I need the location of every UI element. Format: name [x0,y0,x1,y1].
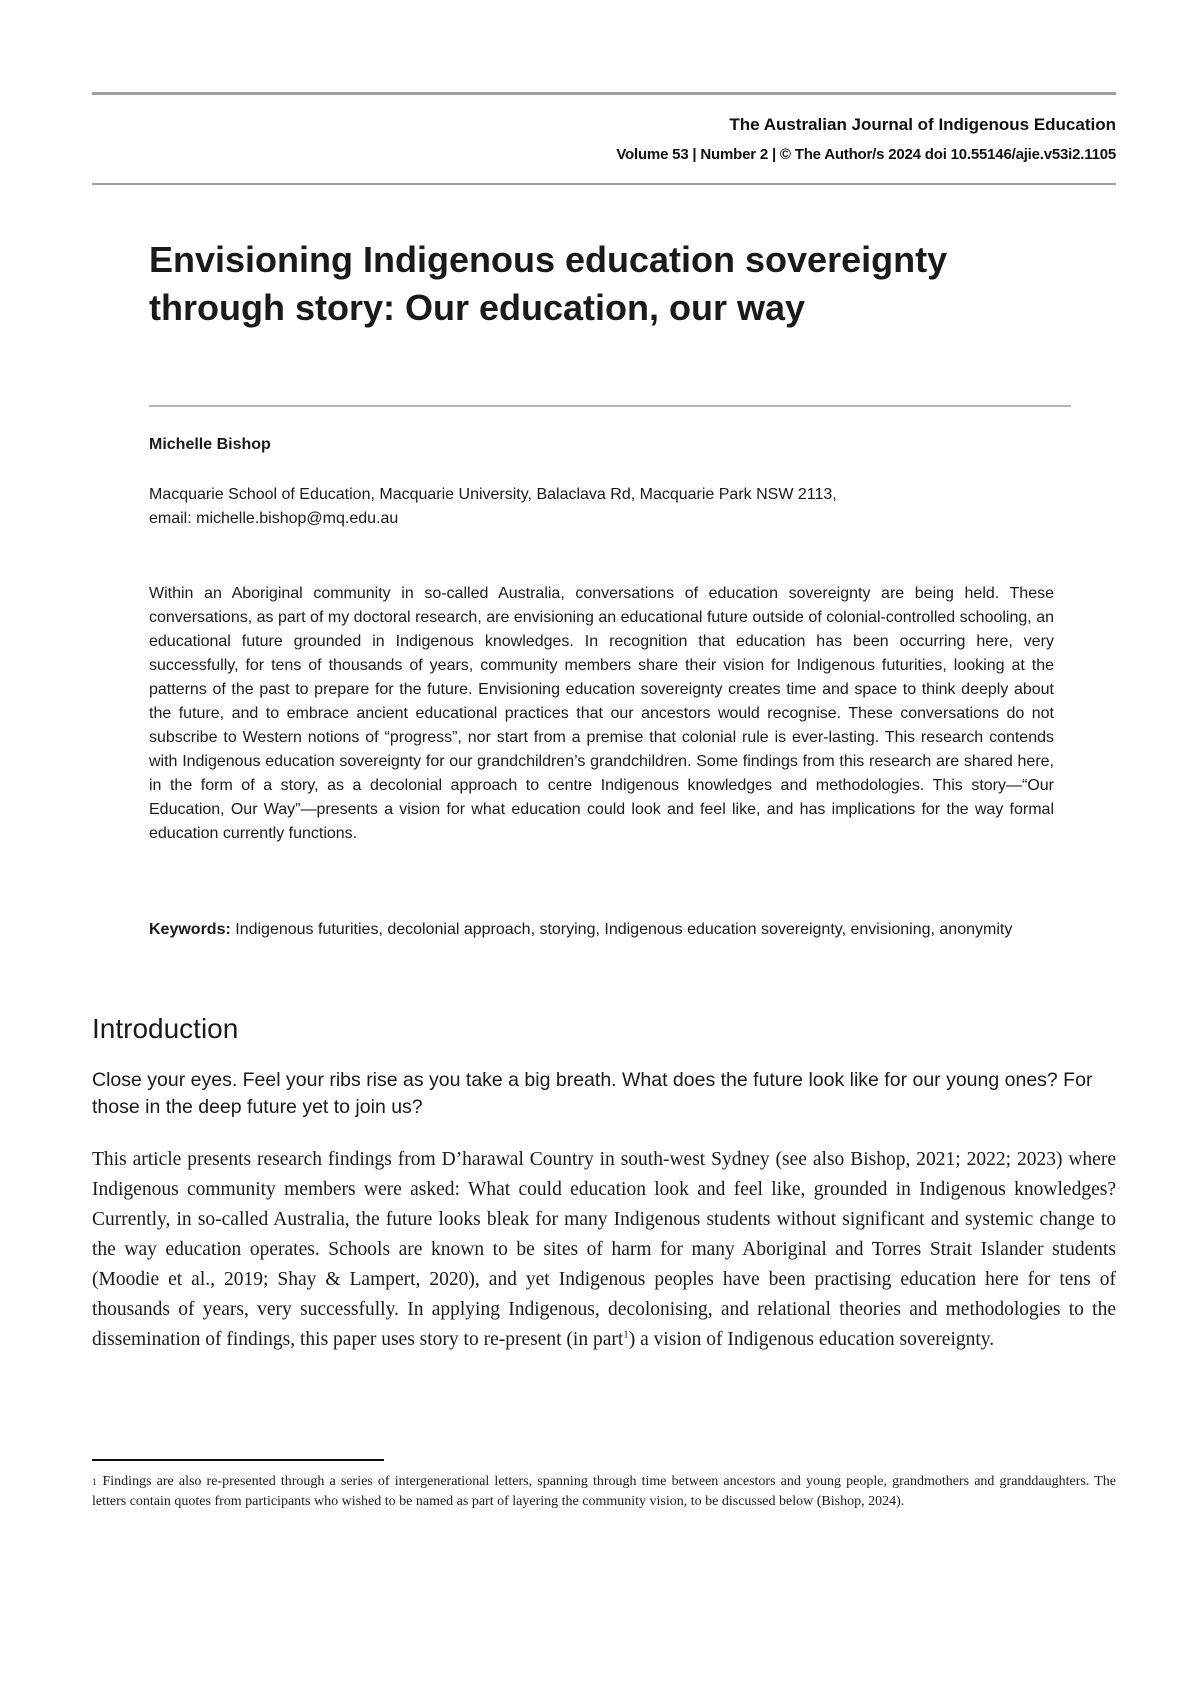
article-title: Envisioning Indigenous education sovereignty through story: Our education, our way [149,239,948,328]
journal-volume-doi: Volume 53 | Number 2 | © The Author/s 2024 doi 10.55146/ajie.v53i2.1105 [616,146,1116,163]
author-name: Michelle Bishop [149,436,271,453]
footnote-mark: 1 [92,1477,97,1487]
introduction-paragraph [92,1145,1116,1355]
author-affiliation [149,483,1079,531]
introduction-lead: Close your eyes. Feel your ribs rise as you take a big breath. What does the future look like for our young ones? For those in the deep future yet to join us? [92,1069,1093,1118]
header-top-rule [92,92,1116,95]
journal-name: The Australian Journal of Indigenous Education [729,115,1116,134]
journal-header [616,110,1116,170]
footnote-text: Findings are also re-presented through a series of intergenerational letters, spanning through time between ancestors and young people, grandmothers and granddaughters. The letters contain quotes from participants who wished to be named as part of layering the community vision, to be discussed below (Bishop, 2024). [92,1474,1116,1509]
paragraph-text: This article presents research findings from D’harawal Country in south-west Sydney (see also Bishop, 2021; 2022; 2023) where Indigenous community members were asked: What could education look and feel like, grounded in Indigenous knowledges? Currently, in so-called Australia, the future looks bleak for many Indigenous students without significant and systemic change to the way education operates. Schools are known to be sites of harm for many Aboriginal and Torres Strait Islander students (Moodie et al., 2019; Shay & Lampert, 2020), and yet Indigenous peoples have been practising education here for tens of thousands of years, very successfully. In applying Indigenous, decolonising, and relational theories and methodologies to the dissemination of findings, this paper uses story to re-present (in part [92,1149,1116,1350]
footnote [92,1472,1116,1512]
paragraph-text-end: ) a vision of Indigenous education sovereignty. [628,1329,995,1350]
abstract: Within an Aboriginal community in so-called Australia, conversations of education sovereignty are being held. These conversations, as part of my doctoral research, are envisioning an educational future outside of colonial-controlled schooling, an educational future grounded in Indigenous knowledges. In recognition that education has been occurring here, very successfully, for tens of thousands of years, community members share their vision for Indigenous futurities, looking at the patterns of the past to prepare for the future. Envisioning education sovereignty creates time and space to think deeply about the future, and to embrace ancient educational practices that our ancestors would recognise. These conversations do not subscribe to Western notions of “progress”, nor start from a premise that colonial rule is ever-lasting. This research contends with Indigenous education sovereignty for our grandchildren’s grandchildren. Some findings from this research are shared here, in the form of a story, as a decolonial approach to centre Indigenous knowledges and methodologies. This story—“Our Education, Our Way”—presents a vision for what education could look and feel like, and has implications for the way formal education currently functions. [149,585,1054,842]
section-heading-introduction: Introduction [92,1013,239,1044]
keywords-label: Keywords: [149,921,231,938]
affiliation-address: Macquarie School of Education, Macquarie University, Balaclava Rd, Macquarie Park NSW 2113, [149,486,837,503]
keywords-list: Indigenous futurities, decolonial approach, storying, Indigenous education sovereignty, envisioning, anonymity [235,921,1013,938]
footnote-reference[interactable]: 1 [623,1328,629,1341]
title-divider [149,405,1071,407]
footnote-divider [92,1459,384,1461]
keywords [149,918,1059,942]
author-email: email: michelle.bishop@mq.edu.au [149,510,399,527]
header-bottom-rule [92,183,1116,185]
